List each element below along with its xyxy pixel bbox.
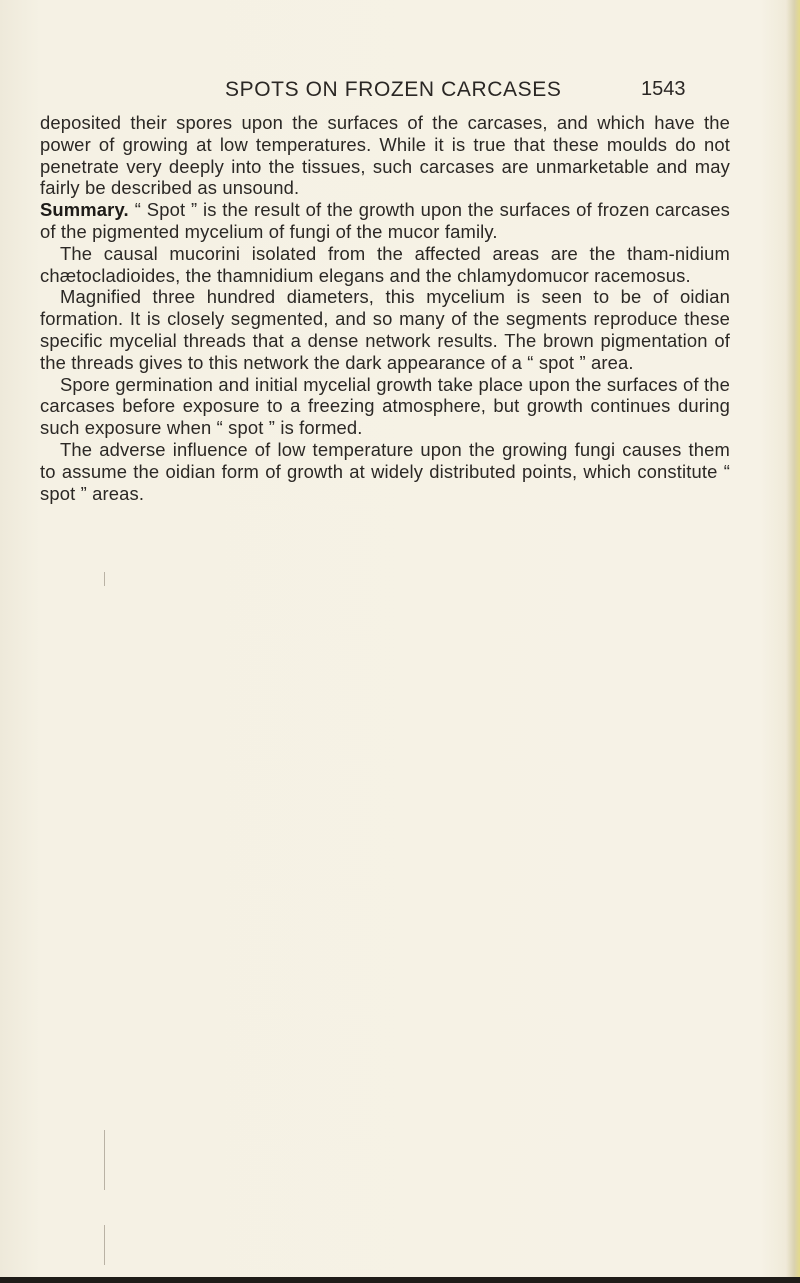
paragraph-continuation: deposited their spores upon the surfaces of the carcases, and which have the power of growing at low temperatures. While it is true that these moulds do not penetrate very deeply into the tissues, such carcases are unmarketable and may fairly be described as unsound. [40, 112, 730, 199]
scan-mark [104, 1130, 105, 1190]
paragraph-summary [40, 199, 730, 243]
summary-label: Summary. [40, 199, 129, 221]
bottom-edge [0, 1277, 800, 1283]
summary-text: “ Spot ” is the result of the growth upon the surfaces of frozen carcases of the pigmented mycelium of fungi of the mucor family. [40, 199, 730, 242]
scan-mark [104, 572, 105, 586]
body-text [40, 112, 730, 504]
scan-mark [104, 1225, 105, 1265]
page-edge-shadow [786, 0, 800, 1283]
page-number: 1543 [641, 78, 686, 100]
paragraph-causal-mucorini: The causal mucorini isolated from the affected areas are the tham-nidium chætocladioides, the thamnidium elegans and the chlamydomucor racemosus. [40, 242, 730, 286]
paragraph-adverse-influence: The adverse influence of low temperature upon the growing fungi causes them to assume the oidian form of growth at widely distributed points, which constitute “ spot ” areas. [40, 438, 730, 504]
page-header [0, 78, 800, 108]
running-title: SPOTS ON FROZEN CARCASES [225, 78, 562, 101]
paragraph-magnification: Magnified three hundred diameters, this mycelium is seen to be of oidian formation. It is closely segmented, and so many of the segments reproduce these specific mycelial threads that a dense network results. The brown pigmentation of the threads gives to this network the dark appearance of a “ spot ” area. [40, 286, 730, 373]
paragraph-spore-germination: Spore germination and initial mycelial growth take place upon the surfaces of the carcases before exposure to a freezing atmosphere, but growth continues during such exposure when “ spot ” is formed. [40, 373, 730, 439]
